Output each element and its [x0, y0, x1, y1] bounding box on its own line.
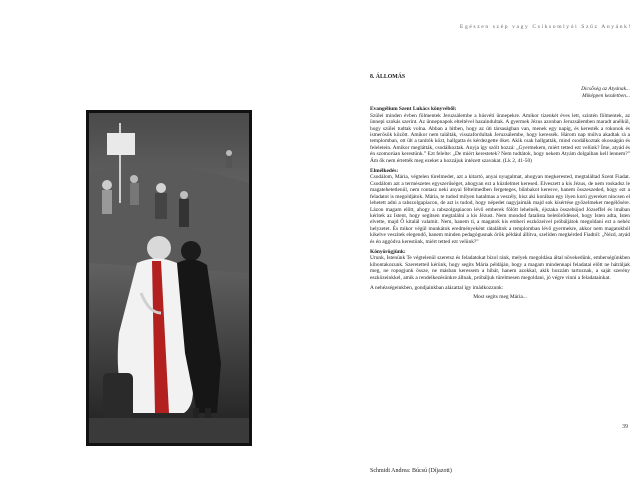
- epigraph-line: Dicsőség az Atyának...: [581, 86, 630, 93]
- gospel-text: Szülei minden évben fölmentek Jeruzsálembe a húsvéti ünnepekre. Amikor tizenkét éves lett, szintén fölmentek, az ünnepi szokás szerint. Az ünnepnapok elteltével hazaindultak. A gyermek Jézus azonban Jeruzsálemben maradt anélkül, hogy szülei tudtak volna. Abban a hitben, hogy az úti társaságban van, menek egy napig, és keresték a rokonok és ismerősök között. Amikor nem találták, visszafordultak Jeruzsálembe, hogy keressék. Három nap múlva akadtak rá a templomban, ott ült a tanítók közt, hallgatta és kérdezgette őket. Akik csak hallgatták, mind csodálkoztak okosságán és feleletein. Amikor meglátták, csodálkoztak. Anyja így szólt hozzá: „Gyermekem, miért tetted ezt velünk? Íme, atyád és én szomorúan kerestünk.” Ezt felelte: „De miért kerestetek? Nem tudtátok, hogy nekem Atyám dolgaiban kell lennem?” Ám ők nem értették meg ezeket a hozzájuk intézett szavakat. (Lk 2, 41-50): [370, 112, 630, 164]
- epigraph-line: Miképpen kezdetben...: [582, 93, 630, 100]
- closing-intro: A nehézségeinkben, gondjainkban alázattal így imádkozzunk:: [370, 284, 504, 291]
- section-title: 8. ÁLLOMÁS: [370, 74, 406, 80]
- photo-caption: Schmidt Andrea: Búcsú (Díjazott): [370, 468, 452, 474]
- gospel-heading: Evangélium Szent Lukács könyvéből:: [370, 106, 457, 113]
- photo-illustration: [89, 113, 249, 443]
- closing-line: Most segíts meg Mária...: [473, 294, 527, 301]
- photograph: [86, 110, 252, 446]
- reflection-text: Csodálom, Mária, végtelen türelmedet, azt a kitartó, anyai nyugalmat, ahogyan megkerested, megtaláltad Szent Fiadat. Csodálom azt a természetes egyszerűséget, ahogyan ezt a küzdelmet keresed. Elveszett a kis Jézus, de nem roskadsz le magatehetetlenül, nem rontasz neki anyai féltelmedben fergeteges, bűnbakot keresve, hanem összeszeded, hogy ezt a feladatot is megoldjátok. Mária, te tudod milyen hatalmas a veszély, hisz aki korában egy ilyen korú gyereket nincsen el lehetett adni a rabszolgapiacon, de azt is tudod, hogy népedet nagyjaimák majd sok kísértése győzelmeket megélősére. Lázon magam előtt, ahogy a rabszolgapiacon lévő emberek fölött lehelnék, éjszaka összebújod Józseffel és imában kéritek az Istent, hogy segítsen megtalálni a kis Jézust. Nem mondod fatalista beletörődéssel, hogy Isten adta, Isten elvette, majd Ő kitalál valamit. Nem, hanem ti, a magatok kis emberi eszközeivel próbáljátok megoldani ezt a nehéz helyzetet. És mikor végül munkátok eredményeként rátaláltok a templomban lévő gyermekre, akkor nem magatokból kikelve veszitek elegendő, hanem minden pedagógusnak örök például állítva, szelíden megkérded Fiadtól: „Nézd, atyád és én aggódva kerestünk, miért tetted ezt velünk?”: [370, 174, 630, 245]
- epigraph: [370, 86, 630, 100]
- reflection-heading: Elmélkedés:: [370, 168, 399, 175]
- page-number: 39: [622, 424, 628, 430]
- running-head: Egészen szép vagy Csíksomlyói Szűz Anyánk!: [459, 24, 632, 30]
- prayer-heading: Könyörögjünk:: [370, 248, 406, 255]
- text-column: [370, 74, 630, 301]
- prayer-text: Urunk, Istenünk Te végtelenül szeretsz és feladatokat bízol ránk, melyek megoldása által növekedünk, emberségünkben kibontakozunk. Szeretetteil kérünk, hogy segíts Mária példáján, hogy a magam mindennapi feladatai előtt ne hátráljak meg, ne ropogjunk össze, ne másban keressem a hibát, hanem azokkal, akik hozzám tartoznak, a saját szerény eszközeinkkel, amik a rendelkezésünkre állnak, próbáljuk türelmesen megoldani, jó végre vinni a feladatainkat.: [370, 255, 630, 281]
